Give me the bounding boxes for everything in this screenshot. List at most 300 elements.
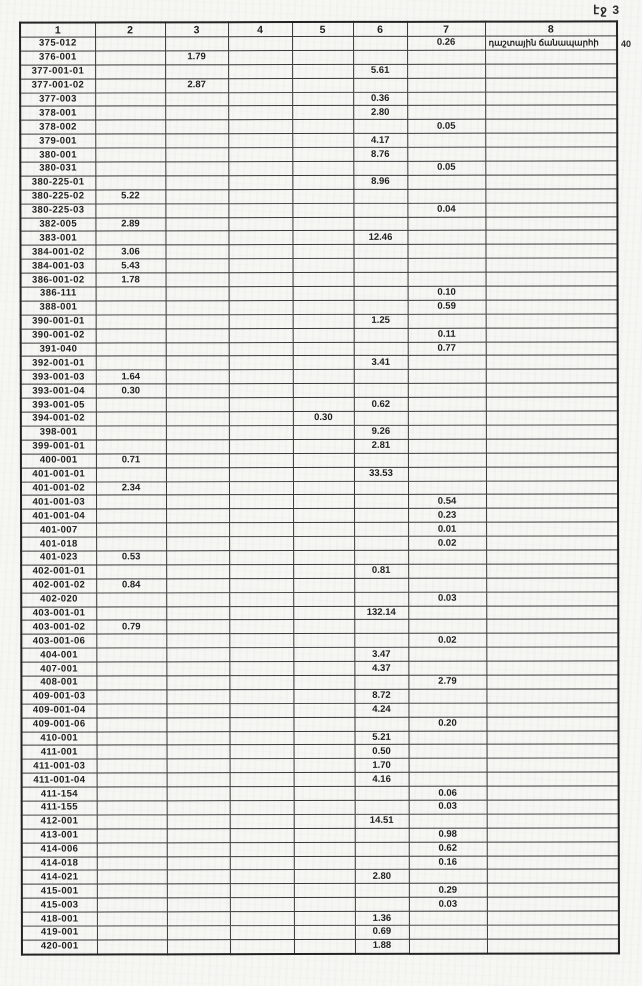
value-cell <box>167 870 230 884</box>
value-cell <box>96 606 166 620</box>
row-code-cell: 408-001 <box>21 676 96 690</box>
value-cell <box>486 564 618 578</box>
value-cell <box>294 759 355 773</box>
value-cell <box>165 134 228 148</box>
value-cell <box>486 536 618 550</box>
value-cell <box>487 883 619 897</box>
value-cell <box>487 855 619 869</box>
value-cell <box>166 592 229 606</box>
table-row <box>21 717 618 732</box>
value-cell <box>294 745 355 759</box>
value-cell <box>229 412 293 426</box>
row-code-cell: 414-006 <box>22 843 97 857</box>
value-cell <box>95 78 165 92</box>
value-cell: 1.70 <box>355 759 409 773</box>
table-row <box>21 494 618 509</box>
value-cell <box>408 689 486 703</box>
table-row <box>21 619 618 634</box>
value-cell <box>408 620 486 634</box>
value-cell <box>408 258 486 272</box>
value-cell: 2.80 <box>355 870 409 884</box>
value-cell <box>354 509 408 523</box>
value-cell <box>96 676 166 690</box>
value-cell <box>293 717 354 731</box>
value-cell <box>95 65 165 79</box>
value-cell <box>293 509 354 523</box>
value-cell <box>230 773 294 787</box>
value-cell: 0.04 <box>407 203 485 217</box>
table-row <box>21 633 618 648</box>
value-cell <box>485 147 617 161</box>
table-row <box>22 869 619 884</box>
value-cell <box>485 50 617 64</box>
row-code-cell: 384-001-02 <box>20 245 95 259</box>
row-code-cell: 401-001-02 <box>21 481 96 495</box>
value-cell <box>165 217 228 231</box>
value-cell <box>407 133 485 147</box>
table-row <box>22 758 619 773</box>
value-cell <box>409 870 487 884</box>
value-cell <box>229 606 293 620</box>
value-cell <box>293 523 354 537</box>
value-cell <box>294 773 355 787</box>
table-row <box>20 91 617 106</box>
value-cell <box>166 259 229 273</box>
value-cell <box>96 301 166 315</box>
value-cell: 33.53 <box>354 467 408 481</box>
value-cell: 9.26 <box>354 425 408 439</box>
value-cell <box>407 147 485 161</box>
value-cell: 0.81 <box>354 564 408 578</box>
value-cell <box>166 453 229 467</box>
value-cell <box>487 842 619 856</box>
value-cell <box>407 175 485 189</box>
value-cell <box>354 717 408 731</box>
value-cell <box>293 439 354 453</box>
value-cell <box>229 287 293 301</box>
value-cell <box>293 689 354 703</box>
value-cell: 14.51 <box>355 814 409 828</box>
value-cell <box>229 384 293 398</box>
value-cell <box>229 356 293 370</box>
value-cell: 0.79 <box>96 620 166 634</box>
table-row <box>21 550 618 565</box>
value-cell <box>292 36 353 50</box>
table-row <box>21 397 618 412</box>
value-cell <box>354 272 408 286</box>
value-cell <box>293 384 354 398</box>
value-cell <box>228 245 292 259</box>
table-row <box>21 355 618 370</box>
value-cell <box>167 842 230 856</box>
column-header: 7 <box>407 22 485 37</box>
column-header: 3 <box>165 22 228 37</box>
value-cell <box>166 509 229 523</box>
value-cell <box>486 675 618 689</box>
table-row <box>21 466 618 481</box>
value-cell: 8.96 <box>353 175 407 189</box>
row-code-cell: 403-001-01 <box>21 606 96 620</box>
row-code-cell: 415-003 <box>22 898 97 912</box>
value-cell <box>95 120 165 134</box>
row-code-cell: 382-005 <box>20 218 95 232</box>
value-cell <box>487 911 619 925</box>
row-code-cell: 380-225-03 <box>20 204 95 218</box>
value-cell <box>486 522 618 536</box>
row-code-cell: 414-018 <box>22 857 97 871</box>
value-cell <box>407 64 485 78</box>
value-cell <box>230 856 294 870</box>
value-cell <box>165 64 228 78</box>
value-cell: 2.81 <box>354 439 408 453</box>
value-cell <box>228 64 292 78</box>
value-cell <box>353 189 407 203</box>
table-row <box>21 341 618 356</box>
value-cell: 2.89 <box>95 217 165 231</box>
value-cell <box>166 412 229 426</box>
value-cell <box>167 759 230 773</box>
value-cell <box>294 731 355 745</box>
value-cell <box>230 731 294 745</box>
value-cell <box>486 397 618 411</box>
row-code-cell: 384-001-03 <box>21 259 96 273</box>
value-cell <box>229 370 293 384</box>
value-cell <box>96 704 166 718</box>
value-cell <box>486 258 618 272</box>
column-header: 1 <box>20 22 95 37</box>
value-cell <box>485 105 617 119</box>
value-cell <box>166 440 229 454</box>
value-cell <box>485 161 617 175</box>
value-cell: 0.62 <box>409 842 487 856</box>
value-cell <box>486 689 618 703</box>
value-cell <box>167 731 230 745</box>
value-cell <box>293 328 354 342</box>
value-cell <box>95 92 165 106</box>
value-cell <box>409 911 487 925</box>
value-cell <box>96 287 166 301</box>
value-cell <box>292 189 353 203</box>
value-cell <box>230 912 294 926</box>
value-cell <box>355 786 409 800</box>
value-cell <box>353 245 407 259</box>
value-cell <box>166 523 229 537</box>
value-cell <box>292 92 353 106</box>
value-cell: 0.54 <box>408 495 486 509</box>
value-cell: 0.05 <box>407 119 485 133</box>
table-row <box>21 605 618 620</box>
column-header: 5 <box>292 22 353 37</box>
value-cell <box>409 772 487 786</box>
table-row <box>22 925 619 940</box>
table-row <box>21 453 618 468</box>
row-code-cell: 401-001-04 <box>21 509 96 523</box>
value-cell <box>165 176 228 190</box>
value-cell <box>165 92 228 106</box>
value-cell <box>166 287 229 301</box>
value-cell <box>355 898 409 912</box>
value-cell <box>229 717 293 731</box>
value-cell <box>354 536 408 550</box>
table-row <box>21 439 618 454</box>
value-cell <box>354 481 408 495</box>
row-code-cell: 386-111 <box>21 287 96 301</box>
value-cell <box>354 592 408 606</box>
value-cell <box>165 148 228 162</box>
header-row <box>20 21 617 37</box>
value-cell: 0.03 <box>409 800 487 814</box>
value-cell <box>407 106 485 120</box>
value-cell <box>97 856 167 870</box>
value-cell <box>486 717 618 731</box>
value-cell <box>229 578 293 592</box>
table-row <box>22 730 619 745</box>
row-code-cell: 402-020 <box>21 593 96 607</box>
value-cell <box>409 745 487 759</box>
value-cell <box>355 828 409 842</box>
value-cell <box>96 634 166 648</box>
value-cell <box>293 453 354 467</box>
value-cell <box>166 467 229 481</box>
value-cell <box>293 300 354 314</box>
value-cell <box>407 92 485 106</box>
value-cell <box>166 634 229 648</box>
value-cell <box>293 481 354 495</box>
value-cell <box>166 301 229 315</box>
value-cell <box>355 884 409 898</box>
value-cell <box>353 203 407 217</box>
value-cell <box>96 662 166 676</box>
table-row <box>21 300 618 315</box>
row-code-cell: 409-001-06 <box>21 718 96 732</box>
row-code-cell: 375-012 <box>20 37 95 51</box>
table-row <box>20 161 617 176</box>
value-cell: 0.06 <box>409 786 487 800</box>
value-cell: 0.26 <box>407 36 485 50</box>
value-cell <box>486 286 618 300</box>
value-cell <box>293 634 354 648</box>
value-cell <box>229 328 293 342</box>
table-row <box>21 314 618 329</box>
value-cell <box>97 759 167 773</box>
value-cell: 5.22 <box>95 190 165 204</box>
value-cell <box>229 467 293 481</box>
value-cell: 0.05 <box>407 161 485 175</box>
value-cell <box>96 717 166 731</box>
value-cell <box>487 897 619 911</box>
column-header: 8 <box>485 21 617 36</box>
value-cell <box>292 217 353 231</box>
value-cell <box>96 440 166 454</box>
value-cell <box>96 565 166 579</box>
value-cell <box>229 662 293 676</box>
value-cell: 0.23 <box>408 508 486 522</box>
value-cell: 0.29 <box>409 883 487 897</box>
row-code-cell: 388-001 <box>21 301 96 315</box>
value-cell <box>408 272 486 286</box>
value-cell <box>486 633 618 647</box>
value-cell <box>229 564 293 578</box>
value-cell <box>407 245 485 259</box>
table-row <box>20 175 617 190</box>
value-cell <box>95 204 165 218</box>
table-row <box>22 842 619 857</box>
value-cell <box>166 537 229 551</box>
value-cell <box>228 120 292 134</box>
row-code-cell: 376-001 <box>20 51 95 65</box>
value-cell <box>97 940 167 955</box>
table-row <box>22 786 619 801</box>
table-row <box>21 480 618 495</box>
row-code-cell: 380-001 <box>20 148 95 162</box>
table-row <box>21 675 618 690</box>
row-code-cell: 415-001 <box>22 884 97 898</box>
value-cell <box>95 176 165 190</box>
row-code-cell: 401-001-03 <box>21 495 96 509</box>
row-code-cell: 379-001 <box>20 134 95 148</box>
row-code-cell: 377-001-01 <box>20 65 95 79</box>
value-cell <box>96 329 166 343</box>
value-cell: 0.20 <box>408 717 486 731</box>
value-cell <box>407 217 485 231</box>
value-cell <box>485 189 617 203</box>
value-cell: 1.78 <box>96 273 166 287</box>
data-table <box>19 20 620 955</box>
row-code-cell: 403-001-06 <box>21 634 96 648</box>
value-cell <box>96 495 166 509</box>
value-cell <box>485 91 617 105</box>
value-cell <box>229 551 293 565</box>
row-code-cell: 411-001-04 <box>22 773 97 787</box>
value-cell <box>294 884 355 898</box>
column-header: 6 <box>353 22 407 37</box>
value-cell <box>293 578 354 592</box>
row-code-cell: 411-001-03 <box>22 759 97 773</box>
value-cell <box>408 356 486 370</box>
value-cell <box>95 106 165 120</box>
value-cell <box>97 884 167 898</box>
value-cell <box>292 175 353 189</box>
value-cell <box>166 690 229 704</box>
value-cell <box>228 50 292 64</box>
value-cell <box>408 314 486 328</box>
value-cell <box>167 773 230 787</box>
value-cell <box>354 286 408 300</box>
value-cell <box>230 842 294 856</box>
column-header: 4 <box>228 22 292 37</box>
row-code-cell: 378-001 <box>20 106 95 120</box>
value-cell <box>485 230 617 244</box>
value-cell <box>293 342 354 356</box>
value-cell <box>97 731 167 745</box>
row-code-cell: 377-003 <box>20 93 95 107</box>
value-cell: 2.79 <box>408 675 486 689</box>
value-cell <box>166 662 229 676</box>
value-cell <box>97 773 167 787</box>
value-cell <box>408 453 486 467</box>
value-cell <box>292 134 353 148</box>
value-cell <box>354 384 408 398</box>
value-cell <box>487 814 619 828</box>
value-cell <box>409 925 487 939</box>
value-cell <box>354 522 408 536</box>
value-cell <box>485 216 617 230</box>
table-row <box>20 189 617 204</box>
value-cell <box>487 828 619 842</box>
value-cell <box>292 245 353 259</box>
value-cell <box>97 829 167 843</box>
value-cell: 0.84 <box>96 579 166 593</box>
value-cell <box>229 439 293 453</box>
value-cell <box>166 620 229 634</box>
value-cell <box>294 828 355 842</box>
value-cell <box>354 453 408 467</box>
value-cell <box>353 36 407 50</box>
value-cell <box>355 842 409 856</box>
value-cell: 2.34 <box>96 481 166 495</box>
value-cell <box>487 939 619 954</box>
value-cell <box>354 550 408 564</box>
table-row <box>20 230 617 245</box>
row-code-cell: 383-001 <box>20 231 95 245</box>
value-cell <box>230 828 294 842</box>
row-code-cell: 414-021 <box>22 870 97 884</box>
value-cell <box>292 120 353 134</box>
value-cell <box>293 467 354 481</box>
value-cell <box>293 273 354 287</box>
value-cell <box>96 315 166 329</box>
table-row <box>21 661 618 676</box>
value-cell <box>165 162 228 176</box>
value-cell <box>97 898 167 912</box>
value-cell <box>293 675 354 689</box>
value-cell <box>166 426 229 440</box>
value-cell <box>486 480 618 494</box>
table-row <box>20 50 617 65</box>
value-cell <box>229 634 293 648</box>
value-cell <box>228 231 292 245</box>
value-cell <box>487 869 619 883</box>
value-cell <box>355 800 409 814</box>
value-cell <box>166 717 229 731</box>
table-row <box>22 883 619 898</box>
value-cell <box>166 273 229 287</box>
value-cell: 12.46 <box>353 231 407 245</box>
row-code-cell: 390-001-02 <box>21 329 96 343</box>
value-cell <box>293 286 354 300</box>
value-cell <box>486 605 618 619</box>
row-code-cell: 390-001-01 <box>21 315 96 329</box>
row-code-cell: 407-001 <box>21 662 96 676</box>
value-cell <box>230 926 294 940</box>
value-cell <box>408 411 486 425</box>
value-cell <box>486 466 618 480</box>
value-cell <box>486 314 618 328</box>
value-cell <box>166 384 229 398</box>
value-cell <box>408 661 486 675</box>
value-cell <box>229 689 293 703</box>
value-cell: 0.62 <box>354 397 408 411</box>
value-cell <box>486 411 618 425</box>
value-cell: 0.11 <box>408 328 486 342</box>
value-cell <box>354 342 408 356</box>
value-cell <box>293 662 354 676</box>
value-cell <box>294 814 355 828</box>
value-cell <box>229 495 293 509</box>
value-cell <box>293 536 354 550</box>
row-code-cell: 404-001 <box>21 648 96 662</box>
value-cell <box>166 551 229 565</box>
